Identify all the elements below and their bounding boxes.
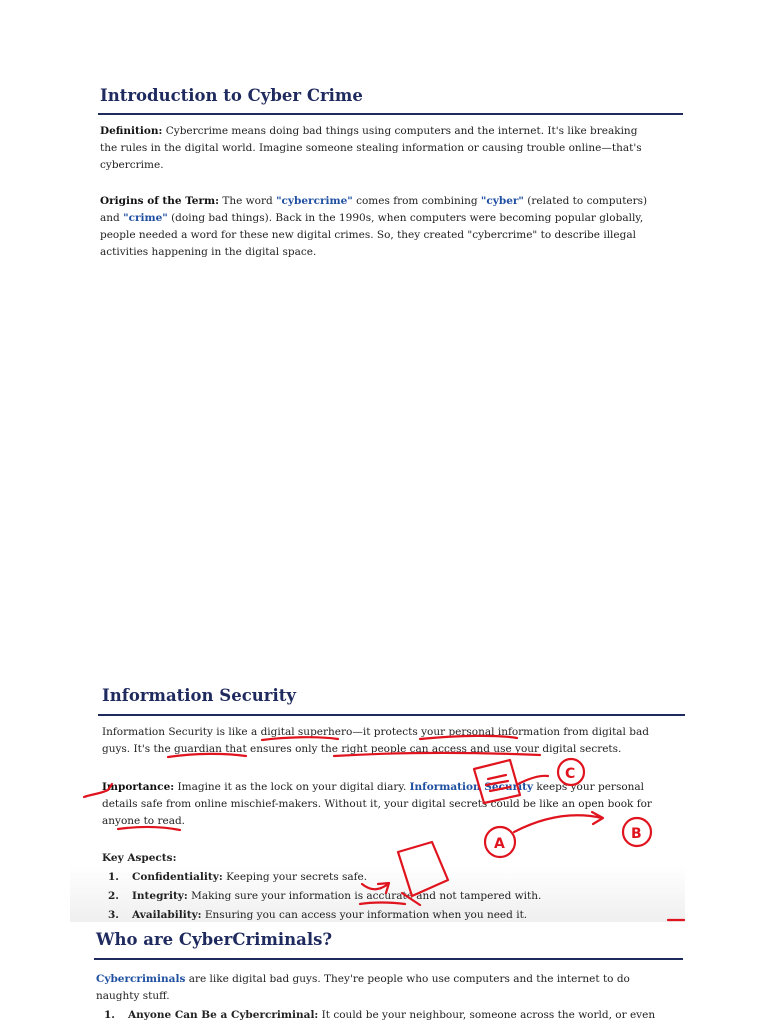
section-title-intro-cyber-crime: Introduction to Cyber Crime — [100, 86, 363, 105]
origins-text: (related to computers) and — [100, 195, 648, 224]
cybercriminals-link: Cybercriminals — [96, 973, 186, 985]
list-item: 3. Availability: Ensuring you can access your information when you need it. — [108, 909, 528, 921]
origins-text: (doing bad things). Back in the 1990s, when computers were becoming popular globally, people needed a word for these new digital crimes. So, they created "cybercrime" to describe illegal activities happening in the digital space. — [100, 212, 644, 258]
definition-label: Definition: — [100, 125, 163, 137]
importance-text: keeps your personal details safe from online mischief-makers. Without it, your digital secrets could be like an open book for anyone to read. — [102, 781, 652, 827]
list-item: 1. Confidentiality: Keeping your secrets safe. — [108, 871, 368, 883]
definition-paragraph — [100, 123, 650, 174]
origins-label: Origins of the Term: — [100, 195, 220, 207]
origins-text: comes from combining — [352, 195, 481, 207]
letter-a: A — [494, 836, 505, 852]
importance-link-information-security: Information Security — [409, 781, 534, 793]
cybercriminals-intro-text: are like digital bad guys. They're people who use computers and the internet to do naughty stuff. — [96, 973, 630, 1002]
key-aspects-list — [108, 868, 541, 925]
section-title-cybercriminals: Who are CyberCriminals? — [96, 930, 333, 949]
origins-paragraph — [100, 193, 650, 261]
origins-term-cyber: "cyber" — [480, 195, 524, 207]
letter-b: B — [631, 826, 642, 842]
origins-term-cybercrime: "cybercrime" — [276, 195, 353, 207]
section-title-information-security: Information Security — [102, 686, 296, 705]
section-rule — [94, 958, 683, 960]
definition-text: Cybercrime means doing bad things using computers and the internet. It's like breaking the rules in the digital world. Imagine someone stealing information or causing trouble online—that's cybercrime. — [100, 125, 642, 171]
importance-label: Importance: — [102, 781, 175, 793]
origins-term-crime: "crime" — [123, 212, 168, 224]
infosec-intro-paragraph: Information Security is like a digital superhero—it protects your personal information from digital bad guys. It's the guardian that ensures only the right people can access and use your digital secrets. — [102, 726, 649, 755]
list-item: 1. Anyone Can Be a Cybercriminal: It could be your neighbour, someone across the world, or even — [104, 1009, 656, 1021]
origins-text: The word — [219, 195, 277, 207]
list-item: 2. Integrity: Making sure your information is accurate and not tampered with. — [108, 890, 542, 902]
section-rule — [98, 714, 685, 716]
importance-text: Imagine it as the lock on your digital diary. — [174, 781, 410, 793]
letter-c: C — [565, 766, 576, 782]
key-aspects-label: Key Aspects: — [102, 852, 177, 864]
cybercriminals-list — [104, 1006, 655, 1025]
importance-paragraph — [102, 779, 662, 830]
section-rule — [98, 113, 683, 115]
cybercriminals-intro-paragraph — [96, 971, 656, 1005]
circle-a — [485, 827, 515, 857]
